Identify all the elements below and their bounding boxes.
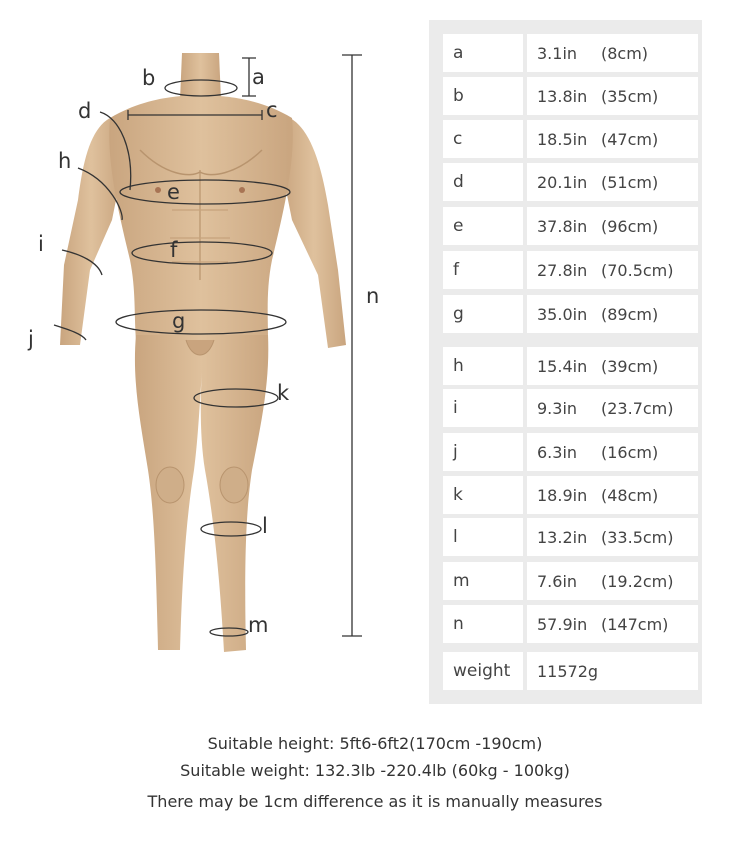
size-row-i (443, 389, 698, 427)
size-value-primary: 35.0in (537, 304, 588, 324)
label-j: j (28, 327, 34, 351)
size-value-primary: 15.4in (537, 356, 588, 376)
size-row-value (527, 251, 698, 289)
size-value-primary: 7.6in (537, 571, 578, 591)
size-value-primary: 27.8in (537, 260, 588, 280)
size-value-cm: (147cm) (601, 614, 669, 634)
size-value-primary: 18.5in (537, 129, 588, 149)
size-row-g (443, 295, 698, 333)
size-value-primary: 13.2in (537, 527, 588, 547)
label-d: d (78, 99, 92, 123)
size-row-key: weight (443, 652, 523, 690)
size-value-primary: 11572g (537, 661, 599, 681)
size-row-key: i (443, 389, 523, 427)
size-value-cm: (96cm) (601, 216, 659, 236)
size-row-key: n (443, 605, 523, 643)
label-f: f (170, 238, 178, 262)
size-row-key: h (443, 347, 523, 385)
size-value-cm: (23.7cm) (601, 398, 674, 418)
size-row-key: l (443, 518, 523, 556)
size-row-h (443, 347, 698, 385)
size-value-cm: (47cm) (601, 129, 659, 149)
size-row-n (443, 605, 698, 643)
size-row-j (443, 433, 698, 471)
size-value-cm: (19.2cm) (601, 571, 674, 591)
size-row-value (527, 652, 698, 690)
size-value-primary: 37.8in (537, 216, 588, 236)
difference-note: There may be 1cm difference as it is manually measures (147, 792, 603, 811)
label-h: h (58, 149, 72, 173)
size-value-primary: 20.1in (537, 172, 588, 192)
label-l: l (262, 514, 268, 538)
size-row-value (527, 34, 698, 72)
size-value-cm: (35cm) (601, 86, 659, 106)
label-g: g (172, 309, 186, 333)
size-row-f (443, 251, 698, 289)
size-row-key: c (443, 120, 523, 158)
size-value-cm: (48cm) (601, 485, 659, 505)
size-value-cm: (8cm) (601, 43, 649, 63)
size-row-value (527, 605, 698, 643)
size-row-key: f (443, 251, 523, 289)
size-value-cm: (33.5cm) (601, 527, 674, 547)
size-row-key: j (443, 433, 523, 471)
bodysuit-diagram (0, 0, 420, 700)
size-row-a (443, 34, 698, 72)
size-value-cm: (70.5cm) (601, 260, 674, 280)
label-m: m (248, 613, 269, 637)
size-value-cm: (39cm) (601, 356, 659, 376)
size-row-l (443, 518, 698, 556)
size-value-primary: 6.3in (537, 442, 578, 462)
size-row-b (443, 77, 698, 115)
size-value-primary: 9.3in (537, 398, 578, 418)
size-row-value (527, 77, 698, 115)
size-row-c (443, 120, 698, 158)
size-value-primary: 18.9in (537, 485, 588, 505)
size-value-cm: (51cm) (601, 172, 659, 192)
size-row-key: b (443, 77, 523, 115)
size-row-d (443, 163, 698, 201)
bodysuit-figure (0, 0, 420, 700)
label-n: n (366, 284, 380, 308)
size-row-key: a (443, 34, 523, 72)
size-row-value (527, 347, 698, 385)
size-row-value (527, 476, 698, 514)
size-row-key: e (443, 207, 523, 245)
size-table (429, 20, 702, 704)
suitable-height-note: Suitable height: 5ft6-6ft2(170cm -190cm) (207, 734, 543, 753)
size-value-cm: (16cm) (601, 442, 659, 462)
size-row-value (527, 433, 698, 471)
size-row-value (527, 295, 698, 333)
size-row-e (443, 207, 698, 245)
size-row-value (527, 163, 698, 201)
size-row-key: d (443, 163, 523, 201)
size-row-weight (443, 652, 698, 690)
size-row-value (527, 120, 698, 158)
size-row-k (443, 476, 698, 514)
label-c: c (266, 98, 278, 122)
suitable-weight-note: Suitable weight: 132.3lb -220.4lb (60kg - 100kg) (180, 761, 570, 780)
label-k: k (277, 381, 290, 405)
size-value-cm: (89cm) (601, 304, 659, 324)
label-b: b (142, 66, 156, 90)
size-value-primary: 13.8in (537, 86, 588, 106)
size-row-value (527, 562, 698, 600)
size-row-key: m (443, 562, 523, 600)
size-row-key: k (443, 476, 523, 514)
label-e: e (167, 180, 180, 204)
label-a: a (252, 65, 265, 89)
size-row-value (527, 207, 698, 245)
size-row-key: g (443, 295, 523, 333)
bodysuit-silhouette (60, 53, 346, 652)
size-row-value (527, 518, 698, 556)
size-row-m (443, 562, 698, 600)
size-value-primary: 3.1in (537, 43, 578, 63)
size-row-value (527, 389, 698, 427)
size-value-primary: 57.9in (537, 614, 588, 634)
label-i: i (38, 232, 44, 256)
